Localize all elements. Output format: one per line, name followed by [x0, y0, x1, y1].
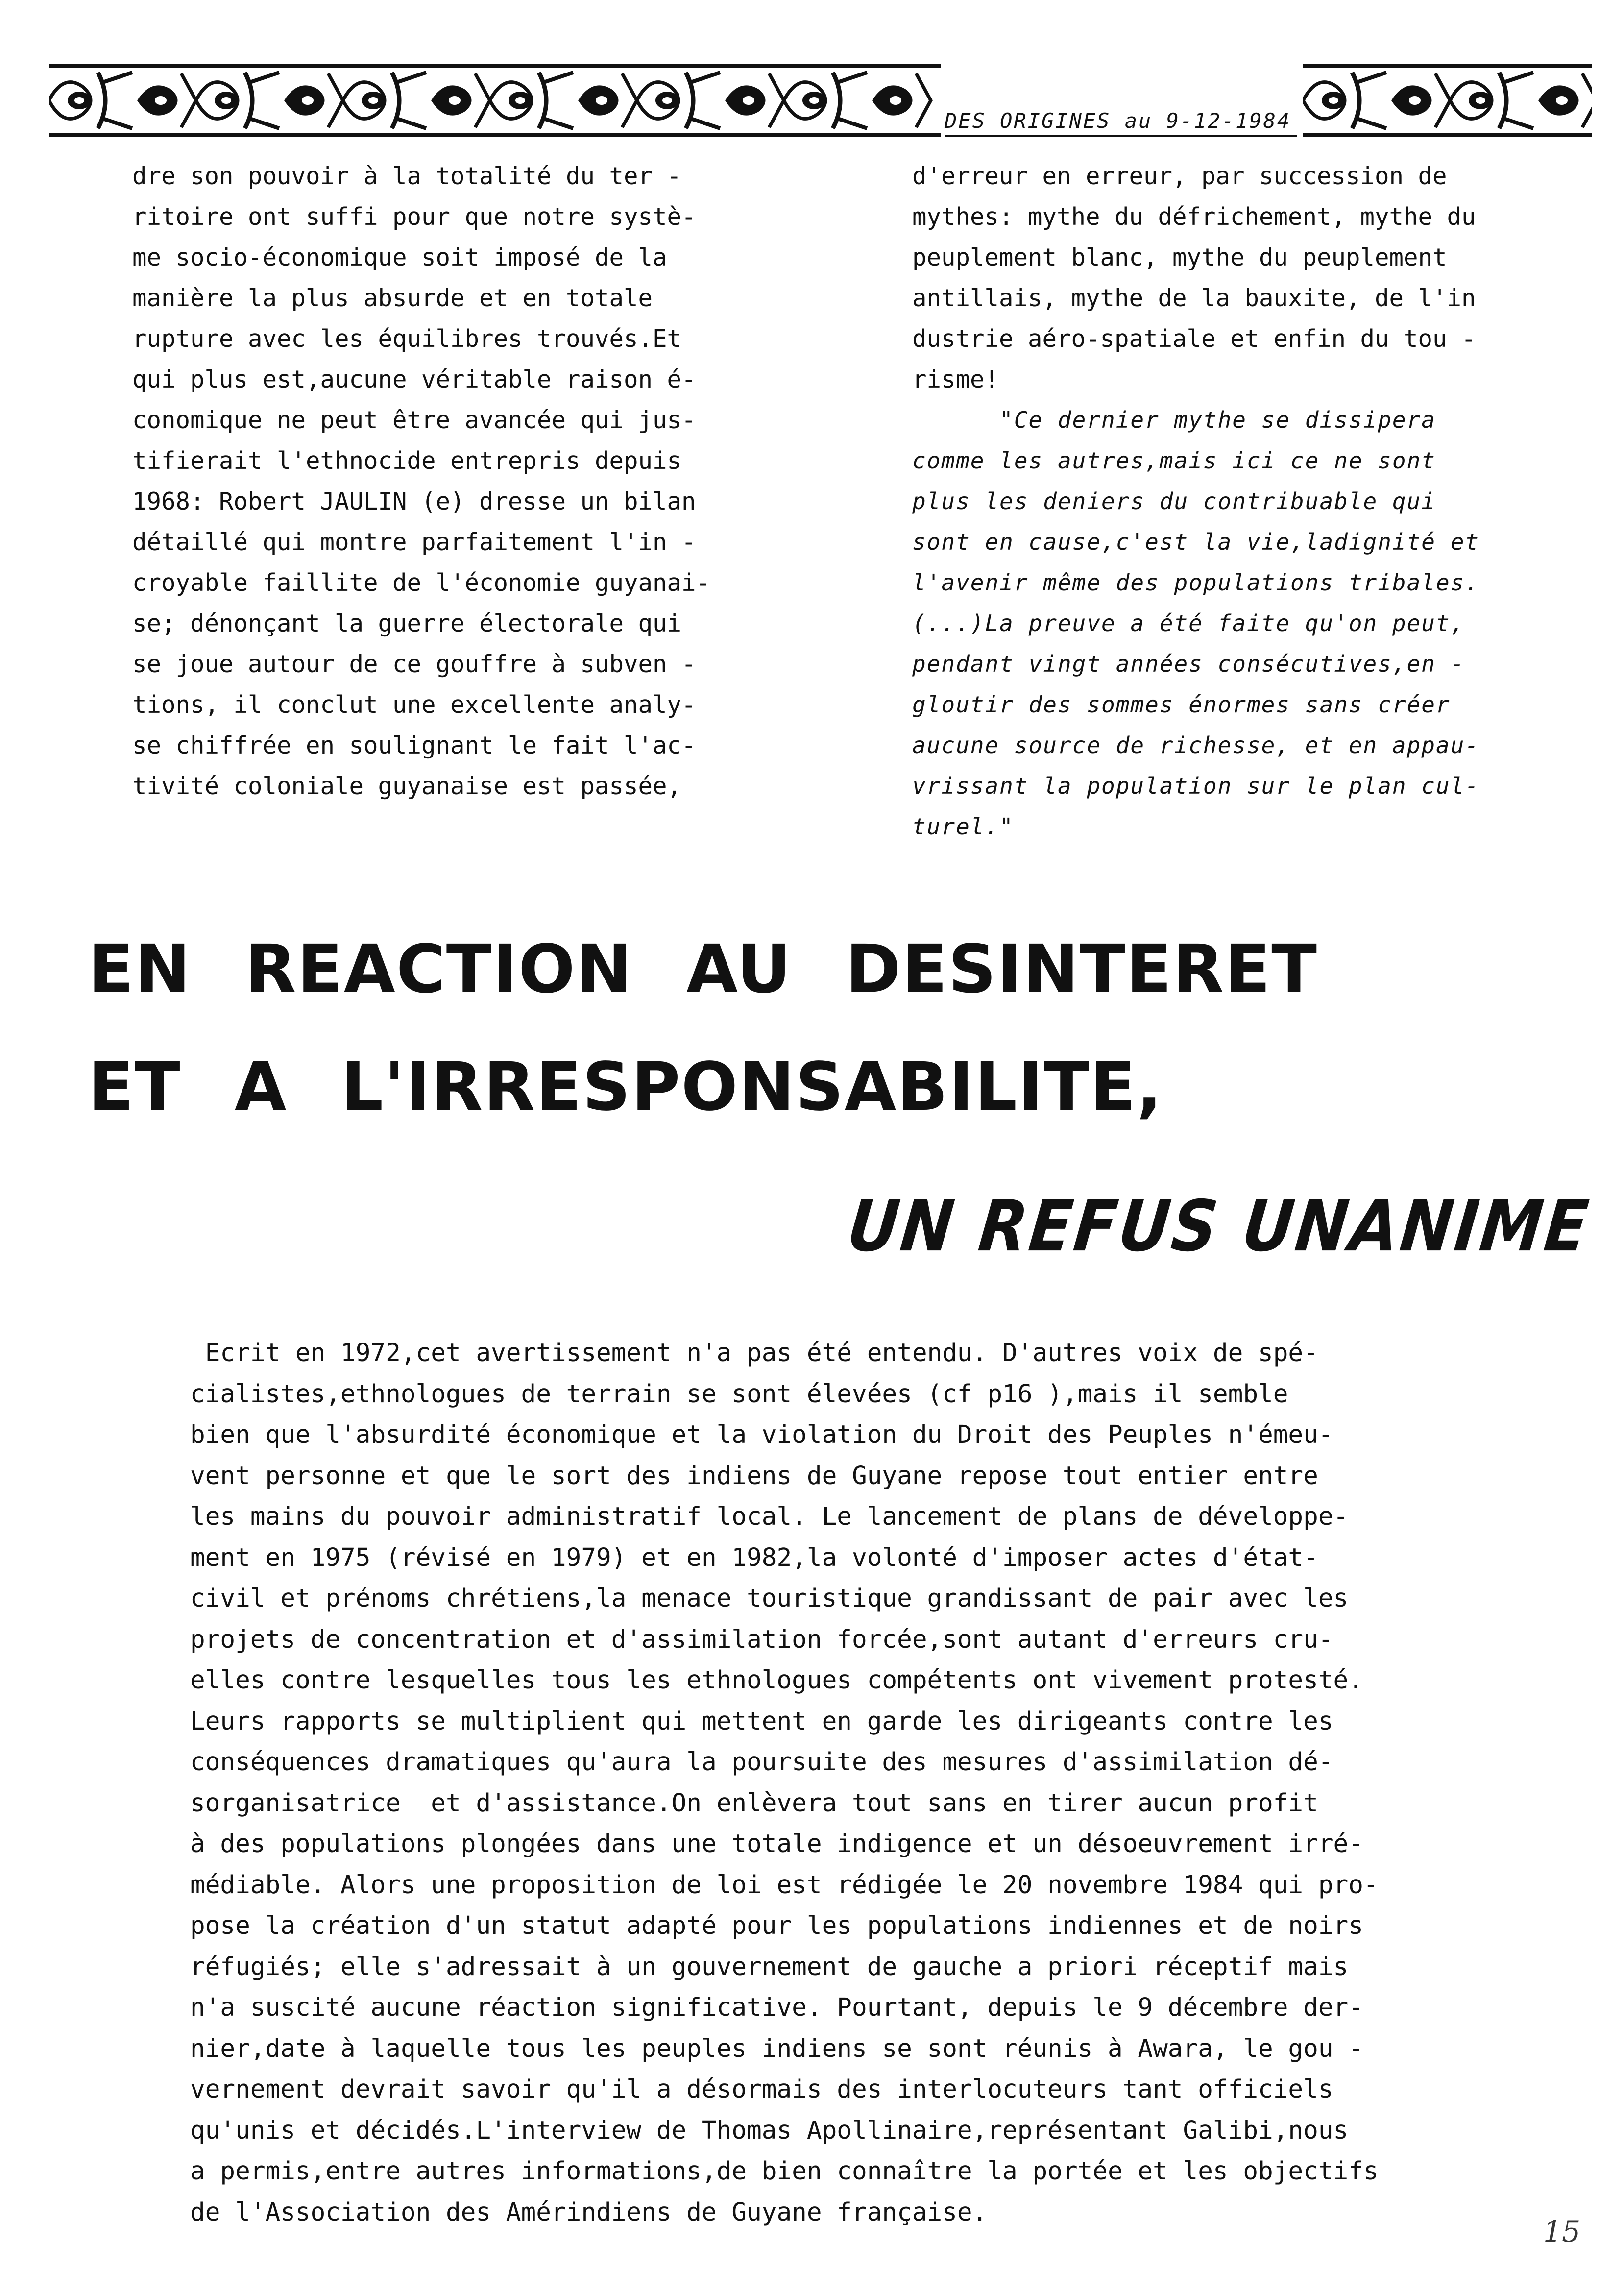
text-line: civil et prénoms chrétiens,la menace touristique grandissant de pair avec les: [190, 1584, 1349, 1613]
text-line: réfugiés; elle s'adressait à un gouvernement de gauche a priori réceptif mais: [190, 1952, 1349, 1981]
text-line: projets de concentration et d'assimilation forcée,sont autant d'erreurs cru-: [190, 1625, 1333, 1654]
quote-line: aucune source de richesse, et en appau-: [912, 732, 1480, 758]
headline-line-1: EN REACTION AU DESINTERET: [88, 931, 1318, 1008]
text-line: manière la plus absurde et en totale: [132, 284, 653, 312]
text-line: a permis,entre autres informations,de bien connaître la portée et les objectifs: [190, 2157, 1379, 2186]
right-column: [912, 156, 1549, 847]
text-line: d'erreur en erreur, par succession de: [912, 162, 1447, 190]
text-line: me socio-économique soit imposé de la: [132, 244, 667, 271]
text-line: bien que l'absurdité économique et la violation du Droit des Peuples n'émeu-: [190, 1420, 1333, 1449]
text-line: peuplement blanc, mythe du peuplement: [912, 244, 1447, 271]
text-line: elles contre lesquelles tous les ethnologues compétents ont vivement protesté.: [190, 1666, 1363, 1695]
quote-line: (...)La preuve a été faite qu'on peut,: [912, 610, 1465, 636]
text-line: ment en 1975 (révisé en 1979) et en 1982,la volonté d'imposer actes d'état-: [190, 1543, 1318, 1572]
quote-line: turel.": [912, 813, 1014, 840]
text-line: Leurs rapports se multiplient qui mettent en garde les dirigeants contre les: [190, 1707, 1333, 1736]
left-column: [132, 156, 779, 806]
text-line: dustrie aéro-spatiale et enfin du tou -: [912, 325, 1476, 353]
header-ornament-left: [49, 64, 941, 137]
text-line: risme!: [912, 366, 999, 393]
text-line: n'a suscité aucune réaction significative. Pourtant, depuis le 9 décembre der-: [190, 1993, 1363, 2022]
text-line: se; dénonçant la guerre électorale qui: [132, 610, 682, 637]
text-line: Ecrit en 1972,cet avertissement n'a pas été entendu. D'autres voix de spé-: [190, 1339, 1318, 1367]
text-line: tifierait l'ethnocide entrepris depuis: [132, 447, 682, 475]
text-line: se chiffrée en soulignant le fait l'ac-: [132, 732, 696, 759]
quote-line: sont en cause,c'est la vie,ladignité et: [912, 529, 1480, 555]
text-line: vent personne et que le sort des indiens de Guyane repose tout entier entre: [190, 1461, 1318, 1490]
text-line: mythes: mythe du défrichement, mythe du: [912, 203, 1476, 231]
quote-line: vrissant la population sur le plan cul-: [912, 773, 1480, 799]
quote-line: pendant vingt années consécutives,en -: [912, 651, 1465, 677]
text-line: qui plus est,aucune véritable raison é-: [132, 366, 696, 393]
page-number: 15: [1543, 2215, 1581, 2249]
text-line: se joue autour de ce gouffre à subven -: [132, 650, 696, 678]
article-body: [190, 1333, 1464, 2233]
quote-line: l'avenir même des populations tribales.: [912, 569, 1480, 596]
text-line: pose la création d'un statut adapté pour les populations indiennes et de noirs: [190, 1911, 1363, 1940]
text-line: détaillé qui montre parfaitement l'in -: [132, 528, 696, 556]
subheadline: UN REFUS UNANIME: [844, 1186, 1594, 1268]
text-line: rupture avec les équilibres trouvés.Et: [132, 325, 682, 353]
text-line: ritoire ont suffi pour que notre systè-: [132, 203, 696, 231]
text-line: qu'unis et décidés.L'interview de Thomas Apollinaire,représentant Galibi,nous: [190, 2116, 1349, 2145]
text-line: antillais, mythe de la bauxite, de l'in: [912, 284, 1476, 312]
quote-line: "Ce dernier mythe se dissipera: [912, 407, 1436, 433]
headline-line-2: ET A L'IRRESPONSABILITE,: [88, 1049, 1163, 1126]
header-ornament-right: [1303, 64, 1592, 137]
quote-line: comme les autres,mais ici ce ne sont: [912, 447, 1436, 474]
text-line: à des populations plongées dans une totale indigence et un désoeuvrement irré-: [190, 1830, 1363, 1858]
text-line: sorganisatrice et d'assistance.On enlèvera tout sans en tirer aucun profit: [190, 1788, 1318, 1818]
text-line: nier,date à laquelle tous les peuples indiens se sont réunis à Awara, le gou -: [190, 2034, 1363, 2063]
text-line: tivité coloniale guyanaise est passée,: [132, 772, 682, 800]
text-line: croyable faillite de l'économie guyanai-: [132, 569, 711, 597]
text-line: conomique ne peut être avancée qui jus-: [132, 406, 696, 434]
text-line: tions, il conclut une excellente analy-: [132, 691, 696, 719]
quote-line: plus les deniers du contribuable qui: [912, 488, 1436, 514]
text-line: dre son pouvoir à la totalité du ter -: [132, 162, 682, 190]
text-line: médiable. Alors une proposition de loi est rédigée le 20 novembre 1984 qui pro-: [190, 1870, 1379, 1900]
text-line: les mains du pouvoir administratif local. Le lancement de plans de développe-: [190, 1502, 1349, 1531]
text-line: cialistes,ethnologues de terrain se sont élevées (cf p16 ),mais il semble: [190, 1379, 1288, 1409]
text-line: vernement devrait savoir qu'il a désormais des interlocuteurs tant officiels: [190, 2075, 1333, 2104]
text-line: 1968: Robert JAULIN (e) dresse un bilan: [132, 488, 696, 515]
header-caption: DES ORIGINES au 9-12-1984: [945, 109, 1297, 137]
text-line: conséquences dramatiques qu'aura la poursuite des mesures d'assimilation dé-: [190, 1748, 1333, 1777]
quote-line: gloutir des sommes énormes sans créer: [912, 691, 1451, 718]
text-line: de l'Association des Amérindiens de Guyane française.: [190, 2197, 988, 2227]
